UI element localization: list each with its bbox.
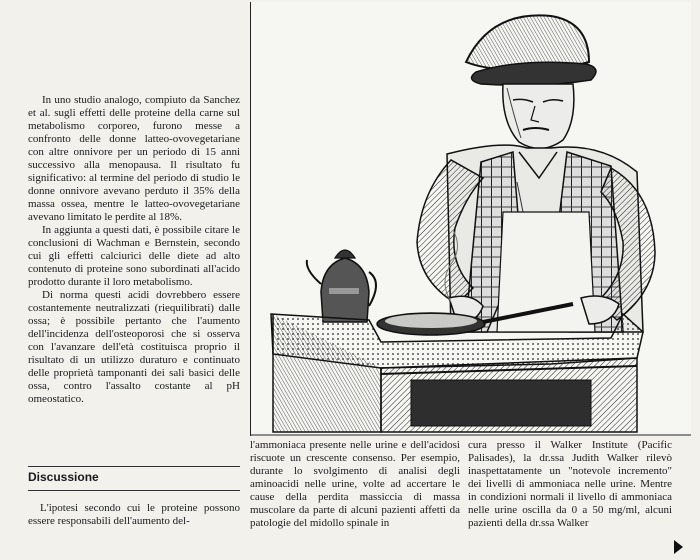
- middle-paragraph: l'ammoniaca presente nelle urine e dell'acidosi riscuote un crescente consenso. Per esempio, durante lo svolgimento di analisi degli aminoacidi nelle urine, volte ad accertare le cause della perdita massiccia di massa muscolare da parte di alcuni pazienti affetti da patologie del midollo spinale in: [250, 439, 460, 529]
- discussion-paragraph: L'ipotesi secondo cui le proteine possono essere responsabili dell'aumento del-: [28, 502, 240, 527]
- left-text-column: [28, 94, 240, 406]
- paragraph-wachman-bernstein: In aggiunta a questi dati, è possibile citare le conclusioni di Wachman e Bernstein, secondo cui gli effetti calciurici delle diete ad alto contenuto di proteine sono subordinati all'acido prodotto durante il loro metabolismo.: [28, 224, 240, 288]
- continue-arrow-icon: [674, 540, 683, 554]
- paragraph-acid-neutralization: Di norma questi acidi dovrebbero essere costantemente neutralizzati (riequilibrati) dalle ossa; è possibile pertanto che l'aumento dell'incidenza dell'osteoporosi che si osserva con l'avanzare dell'età costituisca proprio il risultato di un utilizzo duraturo e continuato delle proprietà tamponanti dei sali basici delle ossa, contro l'assalto costante al pH omeostatico.: [28, 289, 240, 405]
- right-text-column: [468, 439, 672, 530]
- right-paragraph: cura presso il Walker Institute (Pacific Palisades), la dr.ssa Judith Walker rilevò inaspettatamente un "notevole incremento" dei livelli di ammoniaca nelle urine. Mentre in condizioni normali il livello di ammoniaca nelle urine oscilla da 0 a 50 mg/ml, alcuni pazienti della dr.ssa Walker: [468, 439, 672, 529]
- paragraph-sanchez-study: In uno studio analogo, compiuto da Sanchez et al. sugli effetti delle proteine della carne sul metabolismo corporeo, furono messe a confronto delle donne latteo-ovovegetariane con altre onnivore per un periodo di 15 anni successivo alla menopausa. Il risultato fu significativo: al termine del periodo di studio le donne onnivore avevano perduto il 35% della massa ossea, mentre le latteo-ovovegetariane avevano limitato le perdite al 18%.: [28, 94, 240, 223]
- section-bottom-rule: [28, 490, 240, 491]
- section-top-rule: [28, 466, 240, 467]
- middle-text-column: [250, 439, 460, 530]
- section-heading-discussione: Discussione: [28, 470, 99, 484]
- illustration-figure: [250, 2, 691, 436]
- discussion-text: [28, 502, 240, 528]
- cooking-man-illustration: [251, 2, 691, 436]
